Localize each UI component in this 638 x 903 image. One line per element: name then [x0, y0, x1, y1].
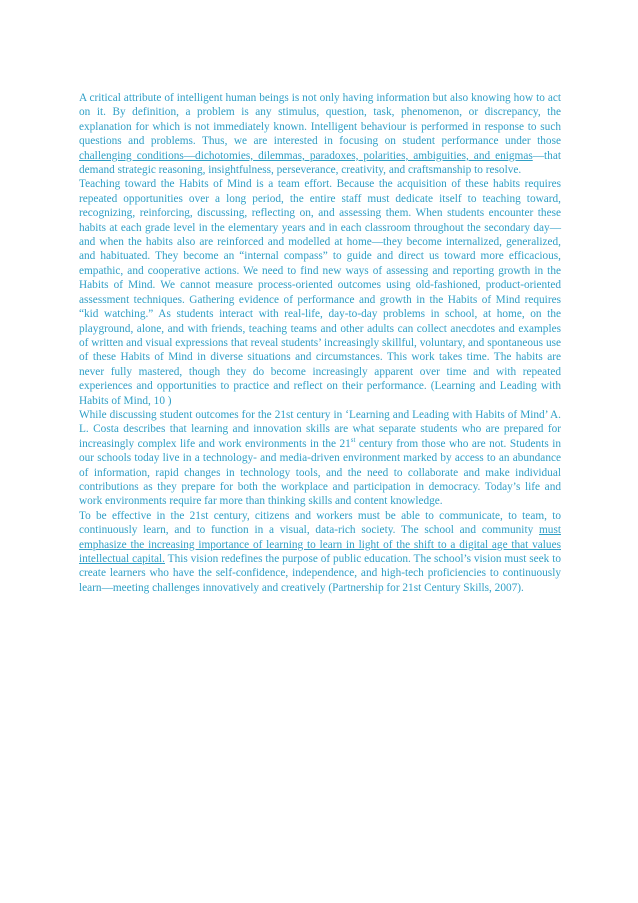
- paragraph-student-outcomes: [79, 408, 561, 509]
- underlined-phrase-learning-to-learn: must emphasize the increasing importance of learning to learn in light of the shift to a digital age that values intellectual capital.: [79, 524, 561, 565]
- superscript-ordinal: st: [350, 435, 356, 444]
- underlined-phrase-challenging-conditions: challenging conditions—dichotomies, dilemmas, paradoxes, polarities, ambiguities, and enigmas: [79, 149, 533, 162]
- paragraph-text: century from those who are not. Students in our schools today live in a technology- and media-driven environment marked by access to an abundance of information, rapid changes in technology tools, and the need to collaborate and make individual contributions as they prepare for both the workplace and participation in democracy. Today’s life and work environments require far more than thinking skills and content knowledge.: [79, 437, 561, 508]
- paragraph-teaching-toward-habits: Teaching toward the Habits of Mind is a team effort. Because the acquisition of these habits requires repeated opportunities over a long period, the entire staff must dedicate itself to teaching toward, recognizing, reinforcing, discussing, reflecting on, and assessing them. When students encounter these habits at each grade level in the elementary years and in each classroom throughout the secondary day—and when the habits also are reinforced and modelled at home—they become internalized, generalized, and habituated. They become an “internal compass” to guide and direct us toward more efficacious, empathic, and cooperative actions. We need to find new ways of assessing and reporting growth in the Habits of Mind. We cannot measure process-oriented outcomes using old-fashioned, product-oriented assessment techniques. Gathering evidence of performance and growth in the Habits of Mind requires “kid watching.” As students interact with real-life, day-to-day problems in school, at home, on the playground, alone, and with friends, teaching teams and other adults can collect anecdotes and examples of written and visual expressions that reveal students’ increasingly skillful, voluntary, and spontaneous use of these Habits of Mind in diverse situations and circumstances. This work takes time. The habits are never fully mastered, though they do become increasingly apparent over time and with repeated experiences and opportunities to practice and reflect on their performance. (Learning and Leading with Habits of Mind, 10 ): [79, 178, 561, 407]
- paragraph-text: To be effective in the 21st century, citizens and workers must be able to communicate, to team, to continuously learn, and to function in a visual, data-rich society. The school and community: [79, 509, 561, 537]
- paragraph-text: This vision redefines the purpose of public education. The school’s vision must seek to create learners who have the self-confidence, independence, and high-tech proficiencies to continuously learn—meeting challenges innovatively and creatively (Partnership for 21st Century Skills, 2007).: [79, 553, 561, 594]
- paragraph-text: A critical attribute of intelligent human beings is not only having information but also knowing how to act on it. By definition, a problem is any stimulus, question, task, phenomenon, or discrepancy, the explanation for which is not immediately known. Intelligent behaviour is performed in response to such questions and problems. Thus, we are interested in focusing on student performance under those: [79, 92, 561, 148]
- paragraph-critical-attribute: [79, 91, 561, 177]
- paragraph-text: While discussing student outcomes for the 21st century in ‘Learning and Leading with Habits of Mind’ A. L. Costa describes that learning and innovation skills are what separate students who are prepared for increasingly complex life and work environments in the 21: [79, 408, 561, 450]
- document-body: [79, 91, 561, 595]
- paragraph-text: —that demand strategic reasoning, insightfulness, perseverance, creativity, and craftsmanship to resolve.: [79, 149, 561, 177]
- paragraph-effective-21st-century: [79, 509, 561, 595]
